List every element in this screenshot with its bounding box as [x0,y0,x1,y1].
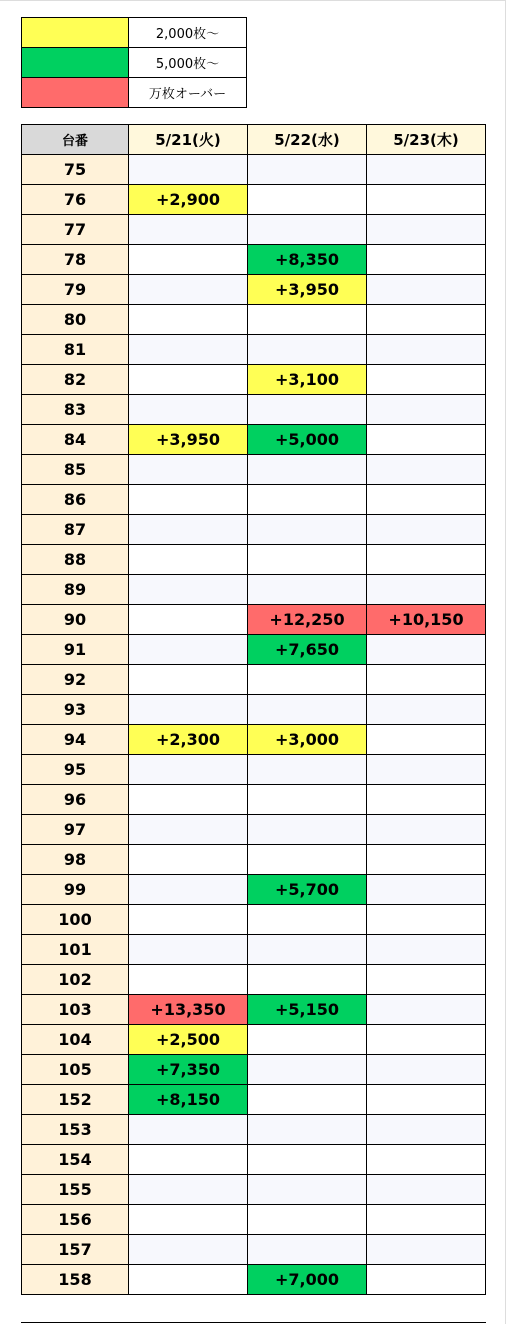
machine-number-header: 台番 [22,125,129,155]
machine-number: 89 [22,575,129,605]
result-cell [129,605,248,635]
table-row [22,575,486,605]
result-cell [129,335,248,365]
result-cell [248,395,367,425]
machine-number: 155 [22,1175,129,1205]
result-cell [367,845,486,875]
result-cell [248,1205,367,1235]
machine-number: 92 [22,665,129,695]
result-cell [129,575,248,605]
machine-number: 101 [22,935,129,965]
result-cell [248,845,367,875]
machine-number: 76 [22,185,129,215]
table-row [22,365,486,395]
results-table [21,124,486,1295]
result-cell [367,665,486,695]
result-cell [367,785,486,815]
machine-number: 105 [22,1055,129,1085]
result-cell: +2,500 [129,1025,248,1055]
result-cell [248,215,367,245]
table-row [22,1025,486,1055]
legend-row [22,48,247,78]
result-cell [248,575,367,605]
result-cell [129,455,248,485]
result-cell [367,1265,486,1295]
machine-number: 82 [22,365,129,395]
result-cell [367,995,486,1025]
machine-number: 103 [22,995,129,1025]
machine-number: 81 [22,335,129,365]
result-cell [248,485,367,515]
legend-label: 5,000枚～ [129,48,247,78]
machine-number: 86 [22,485,129,515]
result-cell [248,335,367,365]
date-header: 5/23(木) [367,125,486,155]
result-cell [129,365,248,395]
result-cell: +3,000 [248,725,367,755]
result-cell: +2,900 [129,185,248,215]
bottom-rule [21,1322,486,1323]
result-cell [248,665,367,695]
table-row [22,605,486,635]
table-row [22,155,486,185]
result-cell [248,905,367,935]
result-cell [129,305,248,335]
machine-number: 156 [22,1205,129,1235]
result-cell [367,545,486,575]
table-row [22,1055,486,1085]
table-row [22,905,486,935]
result-cell [248,1085,367,1115]
result-cell [129,875,248,905]
machine-number: 77 [22,215,129,245]
machine-number: 91 [22,635,129,665]
table-row [22,275,486,305]
table-row [22,305,486,335]
result-cell [129,545,248,575]
machine-number: 100 [22,905,129,935]
result-cell [129,1175,248,1205]
result-cell [129,665,248,695]
date-header: 5/22(水) [248,125,367,155]
machine-number: 158 [22,1265,129,1295]
result-cell [367,1115,486,1145]
table-row [22,335,486,365]
result-cell [367,875,486,905]
result-cell [248,545,367,575]
machine-number: 85 [22,455,129,485]
result-cell [129,1265,248,1295]
result-cell [129,275,248,305]
result-cell: +13,350 [129,995,248,1025]
table-row [22,965,486,995]
result-cell [367,1145,486,1175]
result-cell [129,215,248,245]
result-cell [129,1145,248,1175]
result-cell [129,965,248,995]
result-cell [367,725,486,755]
table-row [22,185,486,215]
color-legend [21,17,247,108]
machine-number: 88 [22,545,129,575]
header-row [22,125,486,155]
result-cell [129,155,248,185]
date-header: 5/21(火) [129,125,248,155]
table-row [22,725,486,755]
machine-number: 87 [22,515,129,545]
result-cell [367,1025,486,1055]
table-row [22,635,486,665]
result-cell [129,245,248,275]
legend-label: 2,000枚～ [129,18,247,48]
table-row [22,1085,486,1115]
legend-swatch [22,48,129,78]
machine-number: 104 [22,1025,129,1055]
result-cell: +12,250 [248,605,367,635]
result-cell [367,695,486,725]
result-cell [129,785,248,815]
result-cell: +3,950 [248,275,367,305]
result-cell [129,1235,248,1265]
result-cell: +8,150 [129,1085,248,1115]
result-cell [367,485,486,515]
machine-number: 99 [22,875,129,905]
result-cell [367,575,486,605]
table-row [22,875,486,905]
machine-number: 152 [22,1085,129,1115]
result-cell: +7,350 [129,1055,248,1085]
result-cell: +3,100 [248,365,367,395]
result-cell [129,515,248,545]
result-cell [129,635,248,665]
result-cell [129,815,248,845]
machine-number: 75 [22,155,129,185]
table-row [22,695,486,725]
table-row [22,1235,486,1265]
result-cell [248,155,367,185]
legend-swatch [22,18,129,48]
machine-number: 154 [22,1145,129,1175]
result-cell [129,755,248,785]
machine-number: 78 [22,245,129,275]
result-cell: +7,000 [248,1265,367,1295]
result-cell [129,1205,248,1235]
table-row [22,515,486,545]
table-row [22,1115,486,1145]
machine-number: 80 [22,305,129,335]
result-cell [367,275,486,305]
result-cell: +2,300 [129,725,248,755]
machine-number: 96 [22,785,129,815]
machine-number: 157 [22,1235,129,1265]
result-cell [367,905,486,935]
result-cell [367,1235,486,1265]
table-row [22,755,486,785]
result-cell [367,635,486,665]
result-cell [367,1085,486,1115]
table-row [22,485,486,515]
machine-number: 79 [22,275,129,305]
table-row [22,1265,486,1295]
result-cell [367,1055,486,1085]
result-cell [367,245,486,275]
result-cell [248,935,367,965]
result-cell: +3,950 [129,425,248,455]
result-cell: +5,000 [248,425,367,455]
result-cell [367,935,486,965]
table-row [22,455,486,485]
result-cell [248,1055,367,1085]
result-cell [367,185,486,215]
result-cell [129,695,248,725]
result-cell [248,1025,367,1055]
result-cell [129,845,248,875]
table-row [22,425,486,455]
machine-number: 102 [22,965,129,995]
table-row [22,395,486,425]
result-cell [367,755,486,785]
table-row [22,1205,486,1235]
result-cell [367,425,486,455]
table-row [22,935,486,965]
result-cell [248,1115,367,1145]
legend-label: 万枚オーバー [129,78,247,108]
table-row [22,995,486,1025]
legend-swatch [22,78,129,108]
machine-number: 90 [22,605,129,635]
result-cell [248,785,367,815]
result-cell [129,485,248,515]
result-cell [129,395,248,425]
table-row [22,665,486,695]
table-row [22,815,486,845]
result-cell: +5,150 [248,995,367,1025]
machine-number: 84 [22,425,129,455]
machine-number: 83 [22,395,129,425]
result-cell [367,1175,486,1205]
table-row [22,785,486,815]
result-cell [129,905,248,935]
legend-row [22,78,247,108]
result-cell [367,305,486,335]
machine-number: 153 [22,1115,129,1145]
result-cell [129,935,248,965]
machine-number: 94 [22,725,129,755]
table-row [22,1175,486,1205]
result-cell [129,1115,248,1145]
result-cell [367,155,486,185]
result-cell [248,815,367,845]
result-cell: +10,150 [367,605,486,635]
machine-number: 95 [22,755,129,785]
result-cell [367,815,486,845]
result-cell [367,1205,486,1235]
table-row [22,845,486,875]
result-cell [248,1175,367,1205]
result-cell [367,215,486,245]
table-row [22,545,486,575]
result-cell [248,695,367,725]
result-cell [248,1235,367,1265]
result-cell [248,185,367,215]
result-cell [367,965,486,995]
result-cell [248,515,367,545]
result-cell [367,335,486,365]
result-cell [248,455,367,485]
result-cell [367,515,486,545]
result-cell: +5,700 [248,875,367,905]
result-cell: +7,650 [248,635,367,665]
machine-number: 98 [22,845,129,875]
machine-number: 97 [22,815,129,845]
table-row [22,245,486,275]
result-cell [248,965,367,995]
result-cell: +8,350 [248,245,367,275]
result-cell [367,365,486,395]
result-cell [367,395,486,425]
machine-number: 93 [22,695,129,725]
table-row [22,215,486,245]
legend-row [22,18,247,48]
result-cell [248,755,367,785]
result-cell [367,455,486,485]
result-cell [248,1145,367,1175]
result-cell [248,305,367,335]
table-row [22,1145,486,1175]
